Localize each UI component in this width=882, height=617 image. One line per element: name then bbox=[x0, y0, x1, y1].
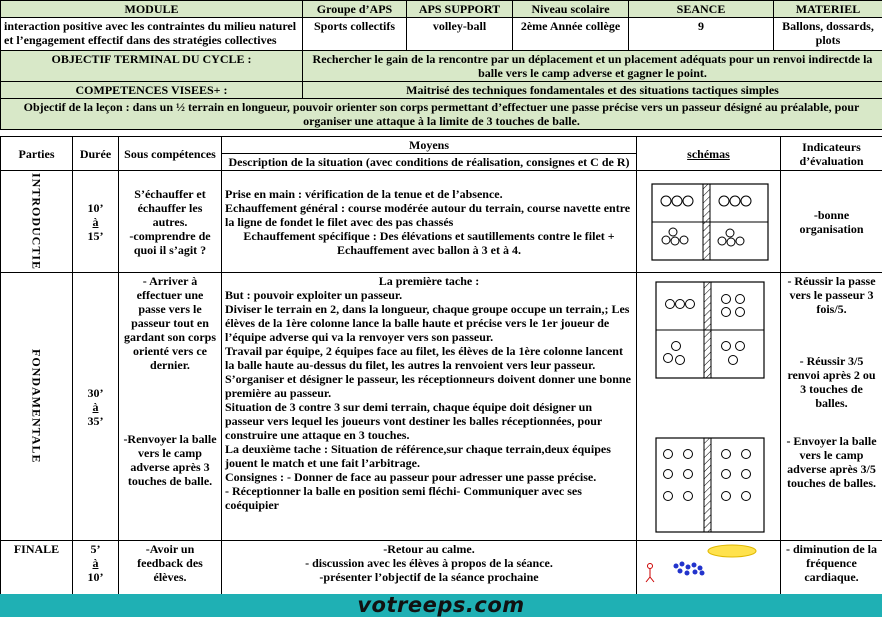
session-table bbox=[0, 136, 882, 594]
fond-indicateur-2: - Réussir 3/5 renvoi après 2 ou 3 touches de balles. bbox=[787, 354, 876, 410]
fond-desc-5: Situation de 3 contre 3 sur demi terrain, chaque équipe doit désigner un passeur vers lequel les joueurs vont destiner les balles réceptionnées, pour construire une attaque en 3 touches. bbox=[225, 400, 602, 442]
col-moyens: Moyens bbox=[222, 137, 637, 154]
col-moyens-sub: Description de la situation (avec conditions de réalisation, consignes et C de R) bbox=[222, 154, 637, 171]
finale-desc-2: - discussion avec les élèves à propos de la séance. bbox=[305, 556, 553, 570]
fond-indicateur-3: - Envoyer la balle vers le camp adverse après 3/5 touches de balles. bbox=[786, 434, 877, 490]
fond-duree-end: 35’ bbox=[87, 413, 104, 428]
fond-desc-1: But : pouvoir exploiter un passeur. bbox=[225, 288, 403, 302]
fond-duree bbox=[73, 273, 119, 541]
objectif-cycle-value: Rechercher le gain de la rencontre par un déplacement et un placement adéquats pour un renvoi indirectde la balle vers le camp adverse et gagner le point. bbox=[303, 51, 882, 82]
finale-partie: FINALE bbox=[1, 541, 73, 595]
competences-value: Maitrisé des techniques fondamentales et des situations tactiques simples bbox=[303, 82, 882, 99]
intro-souscomp-1: S’échauffer et échauffer les autres. bbox=[134, 186, 206, 229]
finale-indicateur: - diminution de la fréquence cardiaque. bbox=[781, 541, 882, 595]
finale-duree-sep: à bbox=[92, 556, 99, 570]
col-duree: Durée bbox=[73, 137, 119, 171]
fond-duree-start: 30’ bbox=[87, 385, 104, 400]
objectif-cycle-label: OBJECTIF TERMINAL DU CYCLE : bbox=[1, 51, 303, 82]
objectif-lecon: Objectif de la leçon : dans un ½ terrain en longueur, pouvoir orienter son corps permettant d’effectuer une passe précise vers un passeur désigné au préalable, pour organiser une attaque à la limite de 3 touches de balle. bbox=[1, 99, 882, 130]
fond-desc-7: Consignes : - Donner de face au passeur pour adresser une passe précise. bbox=[225, 470, 597, 484]
fond-partie: FONDAMENTALE bbox=[29, 349, 44, 464]
site-watermark: votreeps.com bbox=[357, 593, 525, 617]
intro-duree-end: 15’ bbox=[87, 228, 104, 243]
materiel-header: MATERIEL bbox=[774, 1, 882, 18]
fond-indicateur-1: - Réussir la passe vers le passeur 3 fois/5. bbox=[787, 274, 876, 316]
seance-header: SEANCE bbox=[629, 1, 774, 18]
intro-desc-2: Echauffement général : course modérée autour du terrain, course navette entre la ligne de fondet le filet avec des pas chassés bbox=[225, 200, 631, 229]
fond-desc-2: Diviser le terrain en 2, dans la longueur, chaque groupe occupe un terrain,; Les élèves de la 1ère colonne lance la balle haute et précise vers le 1er joueur de l’équipe adverse qui va la renvoyer vers son passeur. bbox=[225, 302, 630, 344]
intro-desc-1: Prise en main : vérification de la tenue et de l’absence. bbox=[225, 186, 503, 201]
finale-duree-end: 10’ bbox=[87, 570, 104, 584]
fond-schemas bbox=[637, 273, 781, 541]
site-footer-banner bbox=[0, 594, 882, 617]
finale-duree bbox=[73, 541, 119, 595]
finale-schema bbox=[637, 541, 781, 595]
fond-desc-4: S’organiser et désigner le passeur, les réceptionneurs doivent donner une bonne première au passeur. bbox=[225, 372, 631, 400]
finale-souscomp: -Avoir un feedback des élèves. bbox=[119, 541, 222, 595]
intro-souscomp-2: -comprendre de quoi il s’agit ? bbox=[129, 228, 211, 257]
niveau-value: 2ème Année collège bbox=[513, 18, 629, 51]
niveau-header: Niveau scolaire bbox=[513, 1, 629, 18]
seance-value: 9 bbox=[629, 18, 774, 51]
intro-partie: INTRODUCTIE bbox=[29, 172, 44, 270]
module-header: MODULE bbox=[1, 1, 303, 18]
materiel-value: Ballons, dossards, plots bbox=[774, 18, 882, 51]
fond-desc-6: La deuxième tache : Situation de référence,sur chaque terrain,deux équipes jouent le match et une fait l’arbitrage. bbox=[225, 442, 611, 470]
intro-duree-start: 10’ bbox=[87, 200, 104, 215]
fond-tache1-title: La première tache : bbox=[378, 274, 480, 288]
finale-illustration bbox=[640, 542, 776, 592]
intro-court-diagram bbox=[640, 181, 776, 263]
fond-desc-8: - Réceptionner la balle en position semi fléchi- Communiquer avec ses coéquipier bbox=[225, 484, 582, 512]
finale-duree-start: 5’ bbox=[90, 542, 101, 556]
intro-indicateur: -bonne organisation bbox=[781, 171, 882, 273]
finale-desc-3: -présenter l’objectif de la séance prochaine bbox=[319, 570, 539, 584]
intro-schema bbox=[637, 171, 781, 273]
aps-value: volley-ball bbox=[407, 18, 513, 51]
finale-desc-1: -Retour au calme. bbox=[383, 542, 475, 556]
col-parties: Parties bbox=[1, 137, 73, 171]
intro-duree-sep: à bbox=[92, 214, 99, 229]
col-sous-competences: Sous compétences bbox=[119, 137, 222, 171]
fond-duree-sep: à bbox=[92, 399, 99, 414]
header-table bbox=[0, 0, 882, 130]
col-schemas: schémas bbox=[637, 137, 781, 171]
fond-souscomp-1: - Arriver à effectuer une passe vers le passeur tout en gardant son corps orienté vers ce dernier. bbox=[123, 274, 216, 372]
module-text: interaction positive avec les contraintes du milieu naturel et l’engagement effectif dans des stratégies collectives bbox=[1, 18, 303, 51]
fond-souscomp-2: -Renvoyer la balle vers le camp adverse après 3 touches de balle. bbox=[123, 432, 217, 488]
col-indicateurs: Indicateurs d’évaluation bbox=[781, 137, 882, 171]
aps-header: APS SUPPORT bbox=[407, 1, 513, 18]
fond-desc-3: Travail par équipe, 2 équipes face au filet, les élèves de la 1ère colonne lancent la balle haute au-dessus du filet, les autres la renvoient vers leur passeur. bbox=[225, 344, 623, 372]
fond-court-diagrams bbox=[640, 274, 776, 536]
intro-duree bbox=[73, 171, 119, 273]
groupe-value: Sports collectifs bbox=[303, 18, 407, 51]
competences-label: COMPETENCES VISEES+ : bbox=[1, 82, 303, 99]
intro-desc-3: Echauffement spécifique : Des élévations et sautillements contre le filet + Echauffement avec ballon à 3 et à 4. bbox=[243, 228, 615, 257]
groupe-header: Groupe d’APS bbox=[303, 1, 407, 18]
